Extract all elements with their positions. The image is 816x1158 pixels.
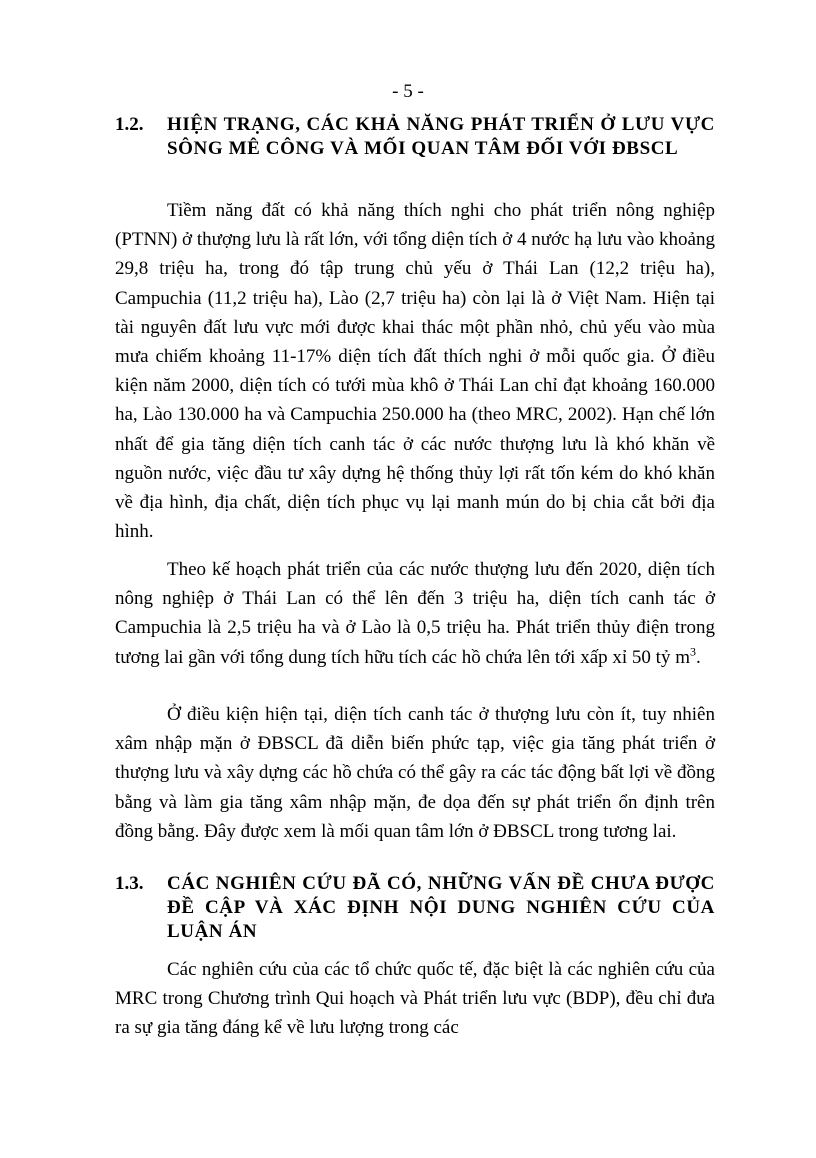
superscript: 3 (689, 644, 696, 659)
paragraph: Tiềm năng đất có khả năng thích nghi cho phát triển nông nghiệp (PTNN) ở thượng lưu là rất lớn, với tổng diện tích ở 4 nước hạ lưu vào khoảng 29,8 triệu ha, trong đó tập trung chủ yếu ở Thái Lan (12,2 triệu ha), Campuchia (11,2 triệu ha), Lào (2,7 triệu ha) còn lại là ở Việt Nam. Hiện tại tài nguyên đất lưu vực mới được khai thác một phần nhỏ, chủ yếu vào mùa mưa chiếm khoảng 11-17% diện tích đất thích nghi ở mỗi quốc gia. Ở điều kiện năm 2000, diện tích có tưới mùa khô ở Thái Lan chỉ đạt khoảng 160.000 ha, Lào 130.000 ha và Campuchia 250.000 ha (theo MRC, 2002). Hạn chế lớn nhất để gia tăng diện tích canh tác ở các nước thượng lưu là khó khăn về nguồn nước, việc đầu tư xây dựng hệ thống thủy lợi rất tốn kém do khó khăn về địa hình, địa chất, diện tích phục vụ lại manh mún do bị chia cắt bởi địa hình. (115, 200, 715, 543)
paragraph-text: Theo kế hoạch phát triển của các nước thượng lưu đến 2020, diện tích nông nghiệp ở Thái Lan có thể lên đến 3 triệu ha, diện tích canh tác ở Campuchia là 2,5 triệu ha và ở Lào là 0,5 triệu ha. Phát triển thủy điện trong tương lai gần với tổng dung tích hữu tích các hồ chứa lên tới xấp xỉ 50 tỷ m (115, 559, 715, 668)
section-title: HIỆN TRẠNG, CÁC KHẢ NĂNG PHÁT TRIỂN Ở LƯU VỰC SÔNG MÊ CÔNG VÀ MỐI QUAN TÂM ĐỐI VỚI ĐBSCL (167, 114, 715, 159)
section-heading-1-3 (115, 872, 715, 944)
paragraph-end: . (695, 646, 701, 668)
page-number: - 5 - (392, 81, 424, 102)
section-number: 1.2. (115, 114, 144, 135)
section-number: 1.3. (115, 873, 144, 894)
paragraph: Ở điều kiện hiện tại, diện tích canh tác ở thượng lưu còn ít, tuy nhiên xâm nhập mặn ở ĐBSCL đã diễn biến phức tạp, việc gia tăng phát triển ở thượng lưu và xây dựng các hồ chứa có thể gây ra các tác động bất lợi về đồng bằng và làm gia tăng xâm nhập mặn, đe dọa đến sự phát triển ổn định trên đồng bằng. Đây được xem là mối quan tâm lớn ở ĐBSCL trong tương lai. (115, 704, 715, 842)
section-title: CÁC NGHIÊN CỨU ĐÃ CÓ, NHỮNG VẤN ĐỀ CHƯA ĐƯỢC ĐỀ CẬP VÀ XÁC ĐỊNH NỘI DUNG NGHIÊN CỨU CỦA LUẬN ÁN (167, 873, 715, 942)
section-heading-1-2 (115, 113, 715, 161)
paragraph (115, 555, 715, 672)
paragraph: Các nghiên cứu của các tổ chức quốc tế, đặc biệt là các nghiên cứu của MRC trong Chương trình Qui hoạch và Phát triển lưu vực (BDP), đều chỉ đưa ra sự gia tăng đáng kể về lưu lượng trong các (115, 959, 715, 1039)
